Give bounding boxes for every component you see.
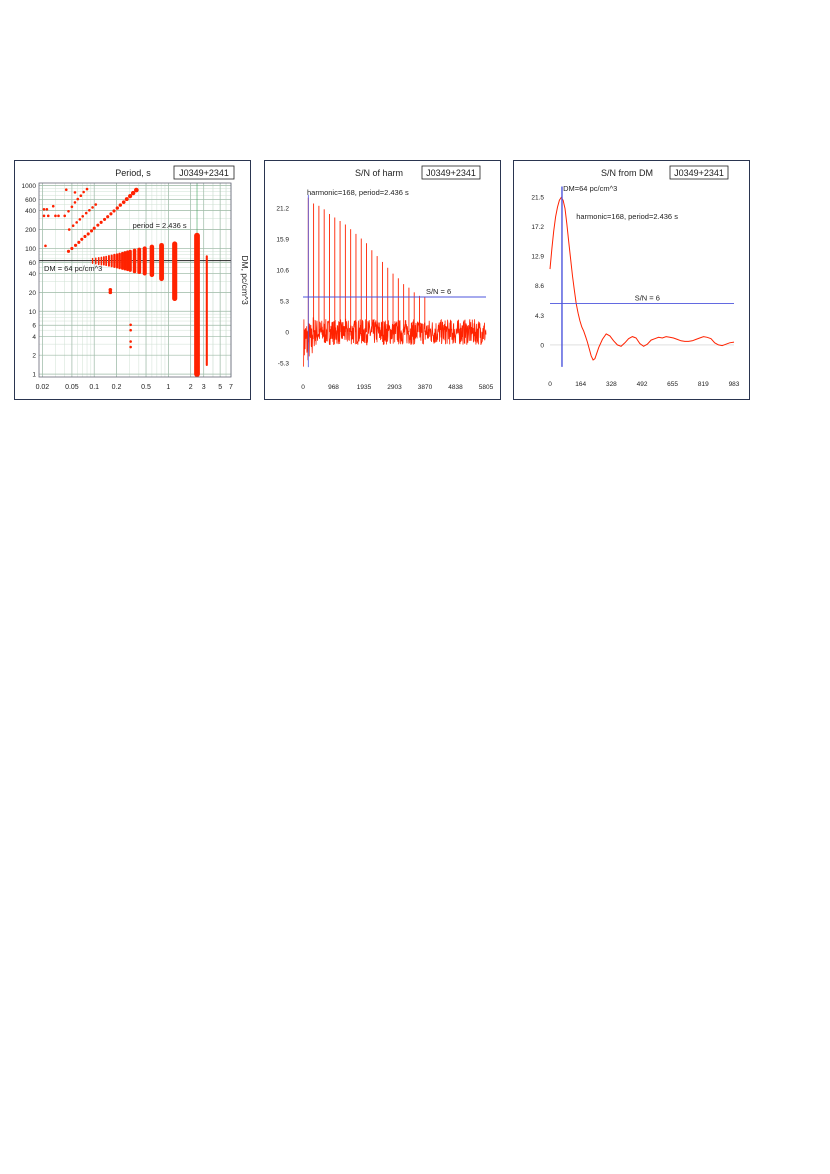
data-point [88,209,91,212]
data-point [74,191,77,194]
y-tick-label: 1 [32,371,36,379]
data-point [93,227,96,230]
sn-dm-series [550,198,734,361]
data-point [74,244,77,247]
data-point [65,188,68,191]
x-tick-label: 0.1 [89,384,100,391]
annotation-label: period = 2.436 s [132,221,187,231]
y-tick-label: 60 [28,259,36,267]
annotation-label: DM=64 pc/cm^3 [563,184,618,193]
y-tick-label: 2 [32,352,36,360]
data-point [81,215,84,218]
data-point [72,224,75,227]
data-point [52,205,55,208]
source-label: J0349+2341 [426,168,476,178]
data-point-large [194,233,199,238]
data-point [80,194,83,197]
x-tick-label: 655 [667,381,679,388]
data-point [129,329,132,332]
panel-sn-dm [513,160,750,400]
y-tick-label: -5.3 [277,360,289,368]
data-point-large [194,342,199,347]
data-point [116,206,119,209]
y-axis-label: DM, pc/cm^3 [240,255,250,305]
data-point [43,208,46,211]
x-tick-label: 5805 [478,384,494,391]
data-point [90,229,93,232]
data-point [86,188,89,191]
data-point [91,206,94,209]
data-point [67,210,70,213]
x-tick-label: 4838 [448,384,463,391]
sn-harm-chart [265,161,500,399]
data-point [106,215,109,218]
sn-dm-chart [514,161,749,399]
data-point [67,250,70,253]
data-point [68,228,71,231]
data-point [125,197,129,201]
y-tick-label: 5.3 [279,298,289,306]
x-tick-label: 1935 [356,384,372,391]
y-tick-label: 100 [25,245,36,253]
y-tick-label: 200 [25,227,36,235]
y-tick-label: 10.6 [276,267,289,275]
data-point [77,241,80,244]
data-point-large [194,364,199,369]
period-dm-chart [15,161,250,399]
y-tick-label: 1000 [21,183,36,191]
annotation-label: harmonic=168, period=2.436 s [576,212,678,221]
data-point [128,194,132,198]
y-tick-label: 15.9 [276,236,289,244]
x-tick-label: 164 [575,381,587,388]
data-point [103,218,106,221]
panel-period-dm [14,160,251,400]
chart-title: S/N from DM [600,168,654,178]
y-tick-label: 4 [32,333,36,341]
data-point-large [194,252,199,257]
data-point [80,238,83,241]
data-point [74,201,77,204]
data-point [94,203,97,206]
x-tick-label: 3870 [417,384,433,391]
data-point-large [194,315,199,320]
data-point-large [194,353,199,358]
data-point [129,323,132,326]
y-tick-label: 21.5 [531,194,544,202]
data-point [119,203,122,206]
y-tick-label: 400 [25,208,36,216]
data-point-large [194,328,199,333]
y-tick-label: 40 [28,270,36,278]
y-tick-label: 4.3 [534,312,544,320]
x-tick-label: 0.05 [65,384,79,391]
data-point [54,215,57,218]
data-point [75,221,78,224]
data-point [70,247,73,250]
x-tick-label: 968 [328,384,339,391]
data-point [134,188,139,193]
x-tick-label: 0 [548,381,552,388]
x-tick-label: 328 [605,381,617,388]
data-point [44,245,47,248]
data-point [47,215,50,218]
data-point-large [194,265,199,270]
data-point [46,208,49,211]
y-tick-label: 12.9 [531,253,544,261]
x-tick-label: 0 [301,384,305,391]
x-tick-label: 983 [728,381,740,388]
data-point [129,346,132,349]
data-point [96,224,99,227]
y-tick-label: 10 [28,308,36,316]
y-tick-label: 600 [25,197,36,205]
x-tick-label: 0.2 [111,384,122,391]
noise-series [304,317,486,366]
y-tick-label: 8.6 [534,283,544,291]
source-label: J0349+2341 [179,168,229,178]
data-point-large [194,372,199,377]
y-tick-label: 0 [285,329,289,337]
data-point [82,191,85,194]
panel-sn-harm [264,160,501,400]
data-point [85,212,88,215]
x-tick-label: 2 [188,384,193,391]
x-tick-label: 5 [218,384,223,391]
data-point-large [194,298,199,303]
x-tick-label: 0.02 [35,384,50,391]
annotation-label: harmonic=168, period=2.436 s [307,188,409,197]
data-point [100,221,103,224]
source-label: J0349+2341 [674,168,724,178]
data-point-large [194,241,199,246]
threshold-label: S/N = 6 [634,293,660,303]
data-point [109,291,113,295]
data-point [71,205,74,208]
x-tick-label: 7 [229,384,233,391]
data-point [79,218,82,221]
y-tick-label: 17.2 [531,223,544,231]
data-point [57,215,60,218]
data-point [112,209,115,212]
data-point [129,340,132,343]
data-point [109,212,112,215]
x-tick-label: 1 [166,384,171,391]
chart-title: S/N of harm [354,168,404,178]
x-tick-label: 492 [636,381,648,388]
data-point [122,200,126,204]
x-tick-label: 0.5 [141,384,151,391]
annotation-label: DM = 64 pc/cm^3 [43,263,103,273]
x-tick-label: 3 [201,384,206,391]
data-point-large [194,279,199,284]
y-tick-label: 20 [28,289,36,297]
x-tick-label: 819 [697,381,709,388]
threshold-label: S/N = 6 [425,287,452,296]
data-point [63,215,66,218]
data-point [76,198,79,201]
y-tick-label: 21.2 [276,205,289,213]
x-tick-label: 2903 [387,384,402,391]
y-tick-label: 0 [540,342,544,350]
y-tick-label: 6 [32,322,36,330]
data-point [87,232,90,235]
chart-title: Period, s [115,168,151,178]
data-point [43,215,46,218]
data-point [83,235,86,238]
